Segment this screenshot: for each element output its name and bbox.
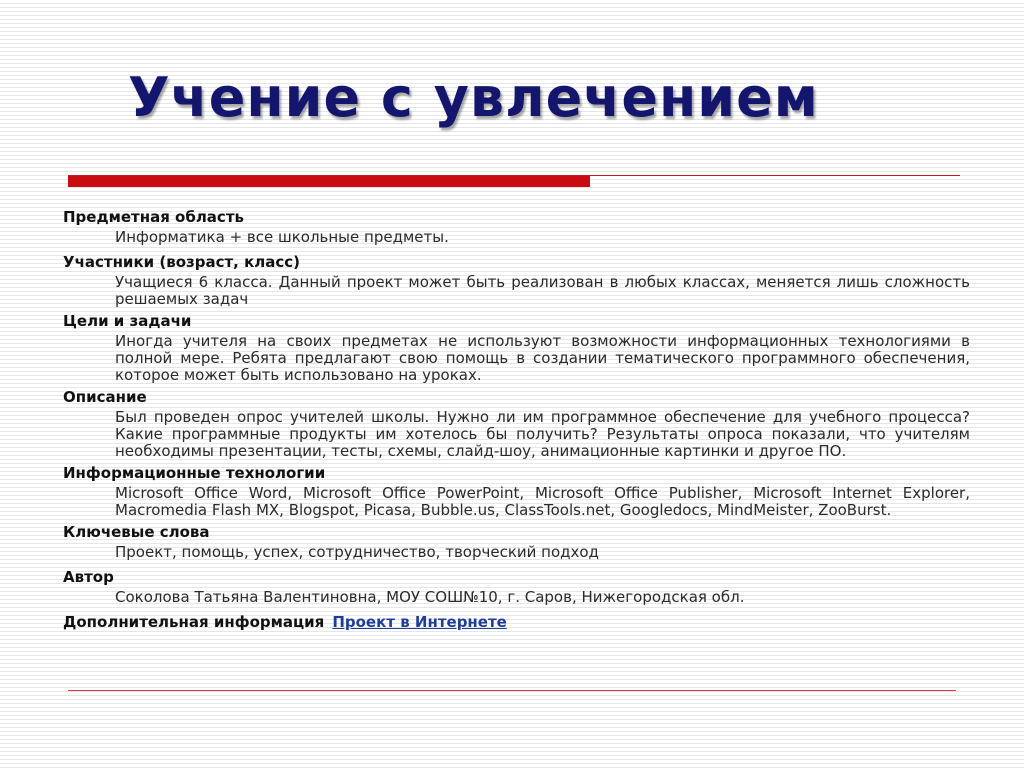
- section-goals: [63, 312, 970, 384]
- section-heading: Ключевые слова: [63, 523, 210, 541]
- section-keywords: [63, 523, 970, 561]
- title-divider-thick-bar: [68, 176, 590, 187]
- section-description: [63, 388, 970, 460]
- section-extra-info: [63, 613, 970, 631]
- section-heading: Цели и задачи: [63, 312, 192, 330]
- title-divider: [68, 174, 960, 188]
- section-body: Был проведен опрос учителей школы. Нужно ли им программное обеспечение для учебного процесса? Какие программные продукты им хотелось бы получить? Результаты опроса показали, что учителям необходимы презентации, тесты, схемы, слайд-шоу, анимационные картинки и другое ПО.: [115, 408, 970, 460]
- section-body: Проект, помощь, успех, сотрудничество, творческий подход: [115, 543, 599, 561]
- section-body: Учащиеся 6 класса. Данный проект может быть реализован в любых классах, меняется лишь сложность решаемых задач: [115, 273, 970, 308]
- section-body: Microsoft Office Word, Microsoft Office PowerPoint, Microsoft Office Publisher, Microsoft Internet Explorer, Macromedia Flash MX, Blogspot, Picasa, Bubble.us, ClassTools.net, Googledocs, MindMeister, ZooBurst.: [115, 484, 970, 519]
- section-subject-area: [63, 208, 970, 246]
- section-heading: Предметная область: [63, 208, 245, 226]
- section-heading: Участники (возраст, класс): [63, 253, 301, 271]
- section-heading: Информационные технологии: [63, 464, 326, 482]
- section-body: Информатика + все школьные предметы.: [115, 228, 449, 246]
- section-participants: [63, 253, 970, 308]
- section-technologies: [63, 464, 970, 519]
- project-online-link[interactable]: Проект в Интернете: [332, 613, 507, 631]
- section-body: Иногда учителя на своих предметах не используют возможности информационных технологиями в полной мере. Ребята предлагают свою помощь в создании тематического программного обеспечения, которое может быть использовано на уроках.: [115, 332, 970, 384]
- slide-title: Учение с увлечением: [128, 66, 819, 129]
- section-author: [63, 568, 970, 606]
- section-body: Соколова Татьяна Валентиновна, МОУ СОШ№10, г. Саров, Нижегородская обл.: [115, 588, 745, 606]
- bottom-divider: [68, 690, 956, 691]
- project-card: [63, 208, 970, 631]
- section-heading: Описание: [63, 388, 147, 406]
- extra-info-label: Дополнительная информация: [63, 613, 325, 631]
- section-heading: Автор: [63, 568, 114, 586]
